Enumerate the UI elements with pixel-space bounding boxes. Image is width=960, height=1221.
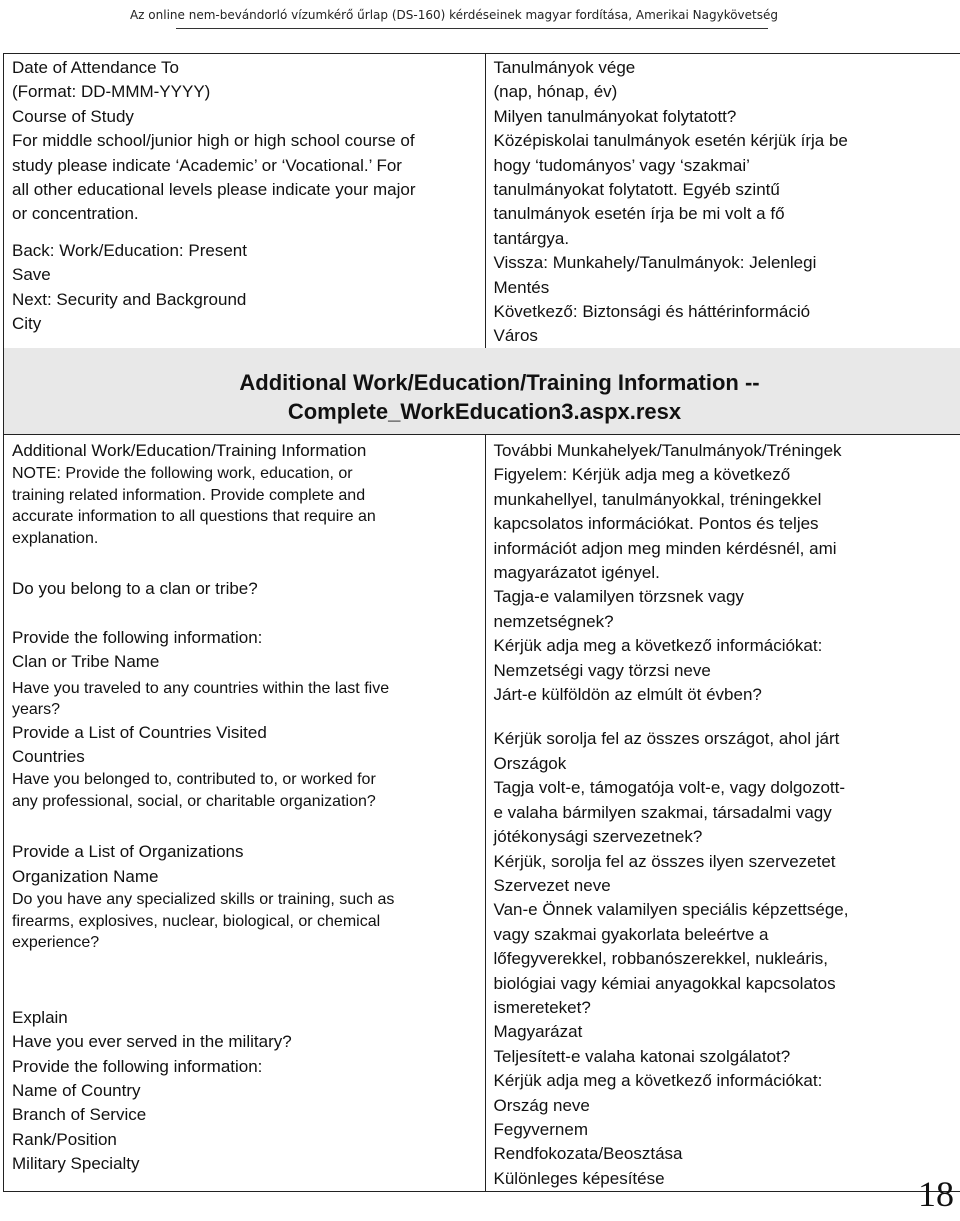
label-traveled-cont: years? xyxy=(12,701,61,719)
hu-org-list: Kérjük, sorolja fel az összes ilyen szervezetet xyxy=(493,851,836,871)
section-title-line1: Additional Work/Education/Training Information -- xyxy=(239,370,760,395)
section-heading xyxy=(3,348,960,434)
hu-course-note-line: Középiskolai tanulmányok esetén kérjük írja be xyxy=(493,131,848,151)
hu-provide-info: Kérjük adja meg a következő információkat: xyxy=(493,636,823,656)
hu-save-button: Mentés xyxy=(493,277,550,297)
page-number: 18 xyxy=(918,1174,954,1214)
label-save-button: Save xyxy=(12,265,51,285)
label-clan-name: Clan or Tribe Name xyxy=(12,652,160,672)
course-note-line: study please indicate ‘Academic’ or ‘Vocational.’ For xyxy=(12,155,402,175)
label-country-name: Name of Country xyxy=(12,1080,141,1100)
label-provide-info-2: Provide the following information: xyxy=(12,1056,263,1076)
label-provide-info: Provide the following information: xyxy=(12,627,263,647)
hu-countries-list: Kérjük sorolja fel az összes országot, ahol járt xyxy=(493,729,840,749)
hu-provide-info-2: Kérjük adja meg a következő információkat: xyxy=(493,1071,823,1091)
hu-back-button: Vissza: Munkahely/Tanulmányok: Jelenlegi xyxy=(493,253,817,273)
hu-skills-q-cont: biológiai vagy kémiai anyagokkal kapcsolatos xyxy=(493,973,836,993)
hu-skills-q-cont: vagy szakmai gyakorlata beleértve a xyxy=(493,924,769,944)
hu-course-note-line: tantárgya. xyxy=(493,228,570,248)
hu-course-note-line: tanulmányok esetén írja be mi volt a fő xyxy=(493,204,785,224)
english-column xyxy=(4,435,486,1192)
running-header xyxy=(0,0,960,32)
translation-table-bottom xyxy=(3,434,960,1192)
hu-skills-q-cont: lőfegyverekkel, robbanószerekkel, nukleáris, xyxy=(493,949,829,969)
hu-org-name: Szervezet neve xyxy=(493,875,611,895)
hu-date-attendance-to: Tanulmányok vége xyxy=(493,58,636,77)
hu-course-note-line: tanulmányokat folytatott. Egyéb szintű xyxy=(493,180,780,200)
hu-note-line: magyarázatot igényel. xyxy=(493,563,660,583)
hu-organization-q: Tagja volt-e, támogatója volt-e, vagy dolgozott- xyxy=(493,778,846,798)
hu-organization-q-cont: e valaha bármilyen szakmai, társadalmi vagy xyxy=(493,802,832,822)
note-line: training related information. Provide complete and xyxy=(12,486,366,504)
label-organization-q-cont: any professional, social, or charitable organization? xyxy=(12,792,376,810)
hu-next-button: Következő: Biztonsági és háttérinformáció xyxy=(493,302,811,322)
hungarian-column xyxy=(485,435,960,1192)
hungarian-column xyxy=(485,54,960,350)
label-branch: Branch of Service xyxy=(12,1105,147,1125)
label-next-button: Next: Security and Background xyxy=(12,289,247,309)
hu-clan-tribe: Tagja-e valamilyen törzsnek vagy xyxy=(493,587,744,607)
label-countries-list: Provide a List of Countries Visited xyxy=(12,722,267,742)
label-specialty: Military Specialty xyxy=(12,1154,140,1174)
hu-course-note-line: hogy ‘tudományos’ vagy ‘szakmai’ xyxy=(493,155,750,175)
hu-countries: Országok xyxy=(493,753,567,773)
hu-additional-info: További Munkahelyek/Tanulmányok/Tréningek xyxy=(493,441,842,460)
label-course-of-study: Course of Study xyxy=(12,106,134,126)
running-title: Az online nem-bevándorló vízumkérő űrlap (DS-160) kérdéseinek magyar fordítása, Amerikai Nagykövetség xyxy=(129,8,778,22)
course-note-line: For middle school/junior high or high school course of xyxy=(12,131,415,151)
translation-table-top xyxy=(3,53,960,350)
hu-course-of-study: Milyen tanulmányokat folytatott? xyxy=(493,106,737,126)
label-clan-tribe: Do you belong to a clan or tribe? xyxy=(12,579,258,599)
hu-note-line: Figyelem: Kérjük adja meg a következő xyxy=(493,465,791,485)
hu-note-line: munkahellyel, tanulmányokkal, tréningekkel xyxy=(493,489,822,509)
hu-city: Város xyxy=(493,326,538,346)
hu-specialty: Különleges képesítése xyxy=(493,1168,665,1188)
hu-branch: Fegyvernem xyxy=(493,1119,588,1139)
hu-country-name: Ország neve xyxy=(493,1095,590,1115)
note-line: NOTE: Provide the following work, education, or xyxy=(12,465,353,483)
note-line: explanation. xyxy=(12,529,99,547)
label-org-list: Provide a List of Organizations xyxy=(12,842,244,862)
hu-note-line: információt adjon meg minden kérdésnél, ami xyxy=(493,538,837,558)
label-rank: Rank/Position xyxy=(12,1129,117,1149)
note-line: accurate information to all questions that require an xyxy=(12,508,376,526)
label-organization-q: Have you belonged to, contributed to, or worked for xyxy=(12,771,376,789)
label-back-button: Back: Work/Education: Present xyxy=(12,240,247,260)
header-rule xyxy=(176,28,768,29)
hu-clan-name: Nemzetségi vagy törzsi neve xyxy=(493,660,711,680)
hu-rank: Rendfokozata/Beosztása xyxy=(493,1144,683,1164)
label-skills-q-cont: experience? xyxy=(12,934,100,952)
label-traveled: Have you traveled to any countries within the last five xyxy=(12,679,390,697)
label-city: City xyxy=(12,314,42,334)
hu-note-line: kapcsolatos információkat. Pontos és teljes xyxy=(493,514,819,534)
label-date-format: (Format: DD-MMM-YYYY) xyxy=(12,82,211,102)
section-title-line2: Complete_WorkEducation3.aspx.resx xyxy=(287,399,682,424)
hu-traveled: Járt-e külföldön az elmúlt öt évben? xyxy=(493,685,762,705)
label-additional-info: Additional Work/Education/Training Information xyxy=(12,441,367,460)
label-military-q: Have you ever served in the military? xyxy=(12,1032,292,1052)
label-skills-q: Do you have any specialized skills or training, such as xyxy=(12,891,395,909)
label-explain: Explain xyxy=(12,1007,68,1027)
course-note-line: all other educational levels please indicate your major xyxy=(12,180,416,200)
label-countries: Countries xyxy=(12,747,85,767)
hu-date-format: (nap, hónap, év) xyxy=(493,82,618,102)
hu-skills-q: Van-e Önnek valamilyen speciális képzettsége, xyxy=(493,900,849,920)
hu-organization-q-cont: jótékonysági szervezetnek? xyxy=(493,827,703,847)
label-org-name: Organization Name xyxy=(12,866,159,886)
hu-clan-tribe-cont: nemzetségnek? xyxy=(493,611,614,631)
hu-military-q: Teljesített-e valaha katonai szolgálatot? xyxy=(493,1046,791,1066)
hu-skills-q-cont: ismereteket? xyxy=(493,997,591,1017)
label-date-attendance-to: Date of Attendance To xyxy=(12,58,179,77)
label-skills-q-cont: firearms, explosives, nuclear, biological, or chemical xyxy=(12,912,381,930)
english-column xyxy=(4,54,486,350)
hu-explain: Magyarázat xyxy=(493,1022,583,1042)
course-note-line: or concentration. xyxy=(12,204,139,224)
